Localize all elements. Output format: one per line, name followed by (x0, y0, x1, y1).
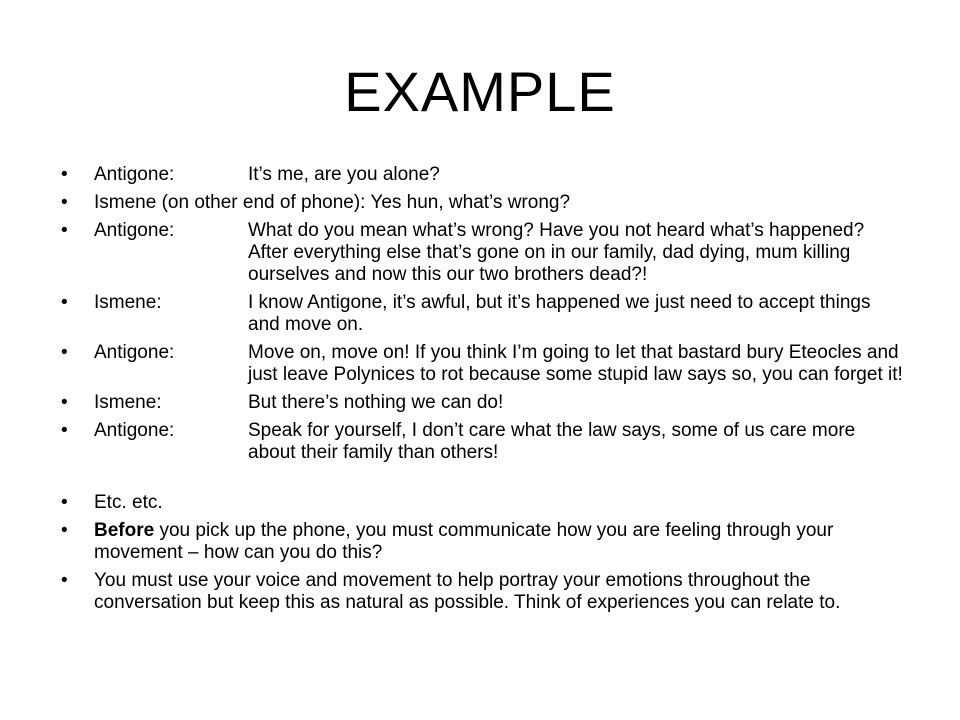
list-item (0, 520, 960, 564)
bullet-icon: • (61, 192, 68, 213)
dialogue-line: Speak for yourself, I don’t care what the law says, some of us care more about their family than others! (248, 420, 856, 463)
bullet-icon: • (61, 392, 68, 413)
speaker-label: Antigone: (94, 220, 175, 241)
speaker-label: Antigone: (94, 420, 175, 441)
speaker-label: Ismene: (94, 392, 162, 413)
list-item (0, 292, 960, 336)
dialogue-line: What do you mean what’s wrong? Have you not heard what’s happened? After everything else that’s gone on in our family, dad dying, mum killing ourselves and now this our two brothers dead?! (248, 220, 865, 285)
list-item (0, 220, 960, 286)
list-item (0, 420, 960, 464)
bullet-icon: • (61, 420, 68, 441)
dialogue-line: But there’s nothing we can do! (248, 392, 504, 413)
instruction-text: You must use your voice and movement to help portray your emotions throughout the conversation but keep this as natural as possible. Think of experiences you can relate to. (94, 570, 841, 613)
emphasis-text: Before (94, 520, 155, 541)
dialogue-line: Ismene (on other end of phone): Yes hun, what’s wrong? (94, 192, 571, 213)
list-item (0, 342, 960, 386)
list-item (0, 192, 960, 214)
bullet-icon: • (61, 520, 68, 541)
bullet-icon: • (61, 220, 68, 241)
bullet-icon: • (61, 492, 68, 513)
bullet-icon: • (61, 292, 68, 313)
slide-content (0, 164, 960, 614)
instruction-text: you pick up the phone, you must communicate how you are feeling through your movement – how can you do this? (94, 520, 834, 563)
list-item (0, 492, 960, 514)
slide-title: EXAMPLE (344, 60, 616, 123)
dialogue-line: I know Antigone, it’s awful, but it’s happened we just need to accept things and move on. (248, 292, 871, 335)
dialogue-line: Move on, move on! If you think I’m going to let that bastard bury Eteocles and just leave Polynices to rot because some stupid law says so, you can forget it! (248, 342, 903, 385)
speaker-label: Antigone: (94, 342, 175, 363)
speaker-label: Ismene: (94, 292, 162, 313)
list-item (0, 164, 960, 186)
etc-text: Etc. etc. (94, 492, 163, 513)
speaker-label: Antigone: (94, 164, 175, 185)
list-item (0, 392, 960, 414)
dialogue-line: It’s me, are you alone? (248, 164, 440, 185)
bullet-icon: • (61, 570, 68, 591)
bullet-icon: • (61, 342, 68, 363)
list-item (0, 570, 960, 614)
bullet-icon: • (61, 164, 68, 185)
